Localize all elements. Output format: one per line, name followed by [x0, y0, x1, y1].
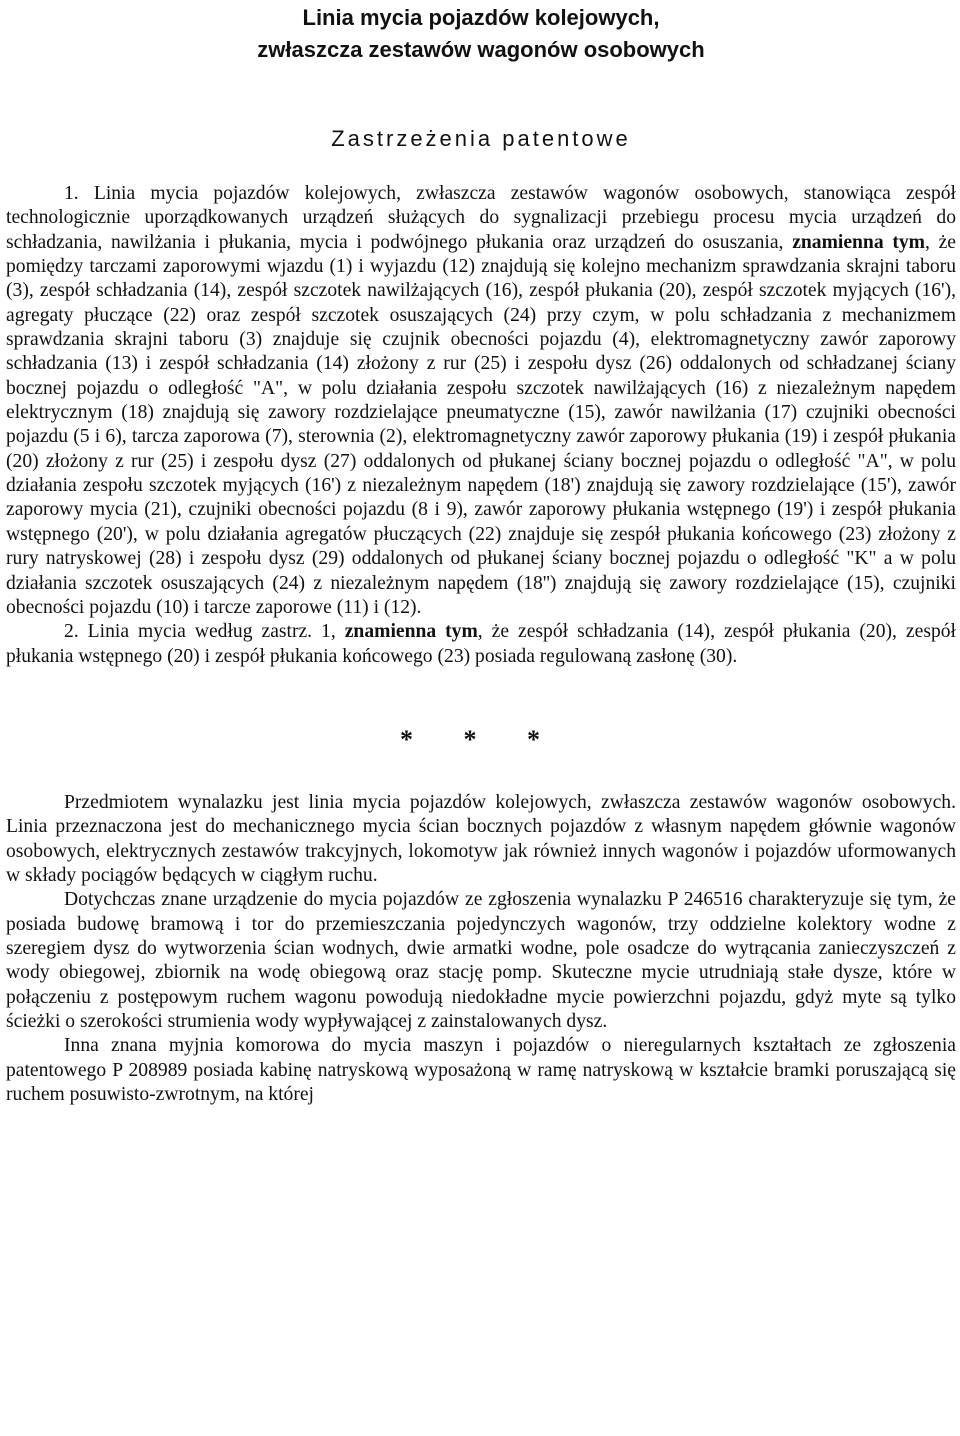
section-separator: * * *: [400, 724, 562, 754]
claim-2: [6, 620, 956, 669]
claim-1-text-after: , że pomiędzy tarczami zaporowymi wjazdu (1) i wyjazdu (12) znajdują się kolejno mechanizm sprawdzania skrajni taboru (3), zespół schładzania (14), zespół szczotek nawilżających (16), zespół płukania (20), zespół szczotek myjących (16'), agregaty płuczące (22) oraz zespół szczotek osuszających (24) przy czym, w polu schładzania z mechanizmem sprawdzania skrajni taboru (3) znajduje się czujnik obecności pojazdu (4), elektromagnetyczny zawór zaporowy schładzania (13) i zespół schładzania (14) złożony z rur (25) i zespołu dysz (26) oddalonych od schładzanej ściany bocznej pojazdu o odległość "A", w polu działania zespołu szczotek nawilżających (16) z niezależnym napędem elektrycznym (18) znajdują się zawory rozdzielające pneumatyczne (15), zawór nawilżania (17) czujniki obecności pojazdu (5 i 6), tarcza zaporowa (7), sterownia (2), elektromagnetyczny zawór zaporowy płukania (19) i zespół płukania (20) złożony z rur (25) i zespołu dysz (27) oddalonych od płukanej ściany bocznej pojazdu o odległość "A", w polu działania zespołu szczotek myjących (16') z niezależnym napędem (18') znajdują się zawory rozdzielające (15'), zawór zaporowy mycia (21), czujniki obecności pojazdu (8 i 9), zawór zaporowy płukania wstępnego (19') i zespół płukania wstępnego (20'), w polu działania agregatów płuczących (22) znajduje się zespół płukania końcowego (23) złożony z rury natryskowej (28) i zespołu dysz (29) oddalonych od płukanej ściany bocznej pojazdu o odległość "K" a w polu działania szczotek osuszających (24) z niezależnym napędem (18'') znajdują się zawory rozdzielające (15), czujniki obecności pojazdu (10) i tarcze zaporowe (11) i (12).: [6, 231, 956, 618]
title-line-1: Linia mycia pojazdów kolejowych,: [302, 5, 660, 30]
claim-1-emphasis: znamienna tym: [792, 231, 925, 253]
document-title: [6, 2, 956, 66]
claim-2-text-before: 2. Linia mycia według zastrz. 1,: [64, 621, 336, 643]
description-paragraph-1: Przedmiotem wynalazku jest linia mycia pojazdów kolejowych, zwłaszcza zestawów wagonów osobowych. Linia przeznaczona jest do mechanicznego mycia ścian bocznych pojazdów z własnym napędem głównie wagonów osobowych, elektrycznych zestawów trakcyjnych, lokomotyw jak również innych wagonów i pojazdów uformowanych w składy pociągów będących w ciągłym ruchu.: [6, 791, 956, 886]
description-paragraph-2: Dotychczas znane urządzenie do mycia pojazdów ze zgłoszenia wynalazku P 246516 charakteryzuje się tym, że posiada budowę bramową i tor do przemieszczania pojedynczych wagonów, trzy oddzielne kolektory wodne z szeregiem dysz do wytworzenia ścian wodnych, dwie armatki wodne, pole osadcze do wytrącania zanieczyszczeń z wody obiegowej, zbiornik na wodę obiegową oraz stację pomp. Skuteczne mycie utrudniają stałe dysze, które w połączeniu z postępowym ruchem wagonu powodują niedokładne mycie powierzchni pojazdu, gdyż myte są tylko ścieżki o szerokości strumienia wody wypływającej z zainstalowanych dysz.: [6, 889, 956, 1032]
claim-1-text-before: 1. Linia mycia pojazdów kolejowych, zwłaszcza zestawów wagonów osobowych, stanowiąca zespół technologicznie uporządkowanych urządzeń służących do sygnalizacji przebiegu procesu mycia urządzeń do schładzania, nawilżania i płukania, mycia i podwójnego płukania oraz urządzeń do osuszania,: [6, 183, 956, 253]
title-line-2: zwłaszcza zestawów wagonów osobowych: [257, 37, 705, 62]
claims-heading: Zastrzeżenia patentowe: [331, 126, 631, 151]
description-paragraph-3: Inna znana myjnia komorowa do mycia maszyn i pojazdów o nieregularnych kształtach ze zgłoszenia patentowego P 208989 posiada kabinę natryskową wyposażoną w ramę natryskową w kształcie bramki poruszającą się ruchem posuwisto-zwrotnym, na której: [6, 1035, 956, 1105]
claim-2-text-after: , że zespół schładzania (14), zespół płukania (20), zespół płukania wstępnego (20) i zespół płukania końcowego (23) posiada regulowaną zasłonę (30).: [6, 621, 956, 667]
claim-2-emphasis: znamienna tym: [344, 621, 478, 643]
document-page: [6, 0, 956, 1107]
claim-1: [6, 182, 956, 620]
